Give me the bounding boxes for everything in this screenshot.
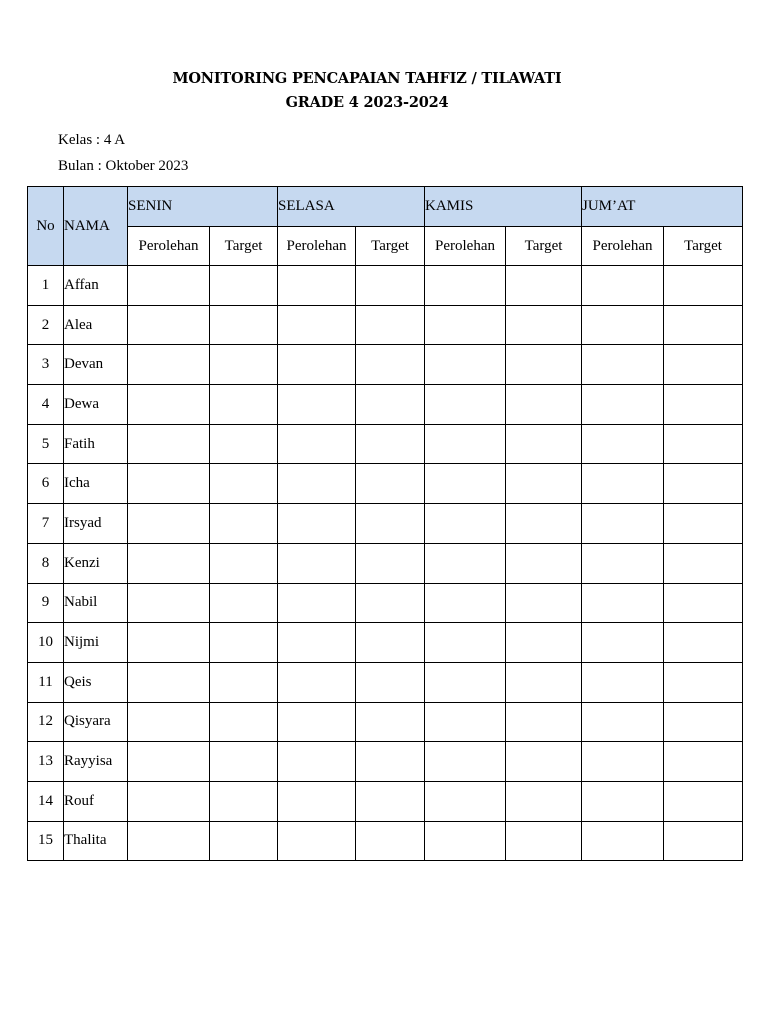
- perolehan-cell[interactable]: [278, 583, 356, 623]
- student-name: Irsyad: [64, 504, 128, 544]
- table-row: [28, 781, 743, 821]
- row-number: 12: [28, 702, 64, 742]
- perolehan-cell[interactable]: [425, 821, 506, 861]
- column-header-nama: NAMA: [64, 187, 128, 266]
- target-cell[interactable]: [210, 424, 278, 464]
- student-name: Fatih: [64, 424, 128, 464]
- row-number: 15: [28, 821, 64, 861]
- student-name: Alea: [64, 305, 128, 345]
- target-cell[interactable]: [356, 623, 425, 663]
- student-name: Qeis: [64, 662, 128, 702]
- target-cell[interactable]: [664, 385, 743, 425]
- target-cell[interactable]: [506, 821, 582, 861]
- target-cell[interactable]: [356, 305, 425, 345]
- target-cell[interactable]: [356, 345, 425, 385]
- student-name: Affan: [64, 266, 128, 306]
- row-number: 2: [28, 305, 64, 345]
- target-cell[interactable]: [506, 424, 582, 464]
- target-cell[interactable]: [664, 424, 743, 464]
- perolehan-cell[interactable]: [278, 266, 356, 306]
- perolehan-cell[interactable]: [278, 424, 356, 464]
- perolehan-cell[interactable]: [128, 305, 210, 345]
- column-header-selasa: SELASA: [278, 187, 425, 227]
- target-cell[interactable]: [356, 662, 425, 702]
- table-row: [28, 345, 743, 385]
- table-row: [28, 266, 743, 306]
- column-header-target: Target: [356, 227, 425, 266]
- class-label: Kelas : 4 A: [58, 132, 126, 148]
- column-header-target: Target: [210, 227, 278, 266]
- page-subtitle: GRADE 4 2023-2024: [285, 94, 449, 111]
- target-cell[interactable]: [356, 464, 425, 504]
- target-cell[interactable]: [210, 742, 278, 782]
- perolehan-cell[interactable]: [278, 305, 356, 345]
- target-cell[interactable]: [356, 504, 425, 544]
- column-header-no: No: [28, 187, 64, 266]
- perolehan-cell[interactable]: [582, 821, 664, 861]
- target-cell[interactable]: [664, 266, 743, 306]
- target-cell[interactable]: [210, 345, 278, 385]
- perolehan-cell[interactable]: [582, 266, 664, 306]
- student-name: Rouf: [64, 781, 128, 821]
- target-cell[interactable]: [664, 781, 743, 821]
- perolehan-cell[interactable]: [582, 781, 664, 821]
- target-cell[interactable]: [356, 702, 425, 742]
- student-name: Nijmi: [64, 623, 128, 663]
- student-name: Thalita: [64, 821, 128, 861]
- target-cell[interactable]: [506, 266, 582, 306]
- target-cell[interactable]: [210, 266, 278, 306]
- perolehan-cell[interactable]: [582, 504, 664, 544]
- perolehan-cell[interactable]: [582, 345, 664, 385]
- perolehan-cell[interactable]: [128, 385, 210, 425]
- target-cell[interactable]: [210, 543, 278, 583]
- table-row: [28, 385, 743, 425]
- perolehan-cell[interactable]: [582, 464, 664, 504]
- target-cell[interactable]: [664, 583, 743, 623]
- target-cell[interactable]: [664, 305, 743, 345]
- perolehan-cell[interactable]: [128, 702, 210, 742]
- perolehan-cell[interactable]: [425, 742, 506, 782]
- target-cell[interactable]: [506, 543, 582, 583]
- perolehan-cell[interactable]: [128, 662, 210, 702]
- month-label: Bulan : Oktober 2023: [58, 158, 189, 174]
- table-row: [28, 702, 743, 742]
- target-cell[interactable]: [506, 742, 582, 782]
- row-number: 4: [28, 385, 64, 425]
- table-row: [28, 504, 743, 544]
- perolehan-cell[interactable]: [128, 345, 210, 385]
- perolehan-cell[interactable]: [278, 742, 356, 782]
- row-number: 3: [28, 345, 64, 385]
- perolehan-cell[interactable]: [425, 702, 506, 742]
- student-rows: [28, 266, 743, 861]
- target-cell[interactable]: [506, 464, 582, 504]
- perolehan-cell[interactable]: [278, 702, 356, 742]
- perolehan-cell[interactable]: [582, 583, 664, 623]
- target-cell[interactable]: [506, 662, 582, 702]
- student-name: Devan: [64, 345, 128, 385]
- target-cell[interactable]: [210, 662, 278, 702]
- perolehan-cell[interactable]: [128, 583, 210, 623]
- target-cell[interactable]: [664, 543, 743, 583]
- target-cell[interactable]: [356, 424, 425, 464]
- target-cell[interactable]: [210, 821, 278, 861]
- row-number: 8: [28, 543, 64, 583]
- row-number: 14: [28, 781, 64, 821]
- perolehan-cell[interactable]: [425, 662, 506, 702]
- target-cell[interactable]: [506, 305, 582, 345]
- row-number: 7: [28, 504, 64, 544]
- target-cell[interactable]: [210, 583, 278, 623]
- table-row: [28, 821, 743, 861]
- target-cell[interactable]: [210, 623, 278, 663]
- target-cell[interactable]: [664, 504, 743, 544]
- perolehan-cell[interactable]: [425, 345, 506, 385]
- target-cell[interactable]: [210, 305, 278, 345]
- perolehan-cell[interactable]: [128, 464, 210, 504]
- target-cell[interactable]: [356, 543, 425, 583]
- table-row: [28, 623, 743, 663]
- column-header-perolehan: Perolehan: [278, 227, 356, 266]
- target-cell[interactable]: [210, 781, 278, 821]
- perolehan-cell[interactable]: [582, 424, 664, 464]
- student-name: Dewa: [64, 385, 128, 425]
- perolehan-cell[interactable]: [278, 504, 356, 544]
- student-name: Rayyisa: [64, 742, 128, 782]
- row-number: 13: [28, 742, 64, 782]
- target-cell[interactable]: [210, 464, 278, 504]
- perolehan-cell[interactable]: [425, 464, 506, 504]
- target-cell[interactable]: [664, 345, 743, 385]
- perolehan-cell[interactable]: [582, 385, 664, 425]
- perolehan-cell[interactable]: [278, 345, 356, 385]
- table-row: [28, 305, 743, 345]
- row-number: 5: [28, 424, 64, 464]
- row-number: 1: [28, 266, 64, 306]
- target-cell[interactable]: [356, 781, 425, 821]
- perolehan-cell[interactable]: [425, 424, 506, 464]
- target-cell[interactable]: [664, 662, 743, 702]
- header-row-days: [28, 187, 743, 227]
- perolehan-cell[interactable]: [582, 742, 664, 782]
- perolehan-cell[interactable]: [582, 623, 664, 663]
- student-name: Icha: [64, 464, 128, 504]
- perolehan-cell[interactable]: [278, 781, 356, 821]
- perolehan-cell[interactable]: [425, 623, 506, 663]
- student-name: Nabil: [64, 583, 128, 623]
- column-header-perolehan: Perolehan: [128, 227, 210, 266]
- monitoring-table: [27, 186, 743, 861]
- target-cell[interactable]: [664, 821, 743, 861]
- perolehan-cell[interactable]: [128, 781, 210, 821]
- perolehan-cell[interactable]: [128, 742, 210, 782]
- target-cell[interactable]: [506, 623, 582, 663]
- column-header-senin: SENIN: [128, 187, 278, 227]
- perolehan-cell[interactable]: [278, 821, 356, 861]
- target-cell[interactable]: [664, 464, 743, 504]
- target-cell[interactable]: [210, 702, 278, 742]
- page-title: MONITORING PENCAPAIAN TAHFIZ / TILAWATI: [172, 70, 562, 87]
- perolehan-cell[interactable]: [425, 543, 506, 583]
- perolehan-cell[interactable]: [278, 543, 356, 583]
- target-cell[interactable]: [506, 504, 582, 544]
- target-cell[interactable]: [664, 623, 743, 663]
- perolehan-cell[interactable]: [128, 266, 210, 306]
- perolehan-cell[interactable]: [425, 504, 506, 544]
- perolehan-cell[interactable]: [128, 623, 210, 663]
- target-cell[interactable]: [356, 821, 425, 861]
- table-row: [28, 662, 743, 702]
- perolehan-cell[interactable]: [128, 821, 210, 861]
- perolehan-cell[interactable]: [278, 385, 356, 425]
- perolehan-cell[interactable]: [128, 424, 210, 464]
- perolehan-cell[interactable]: [278, 623, 356, 663]
- column-header-target: Target: [506, 227, 582, 266]
- target-cell[interactable]: [356, 385, 425, 425]
- table-row: [28, 424, 743, 464]
- column-header-kamis: KAMIS: [425, 187, 582, 227]
- perolehan-cell[interactable]: [425, 385, 506, 425]
- target-cell[interactable]: [506, 702, 582, 742]
- row-number: 6: [28, 464, 64, 504]
- table-row: [28, 583, 743, 623]
- target-cell[interactable]: [356, 742, 425, 782]
- student-name: Qisyara: [64, 702, 128, 742]
- target-cell[interactable]: [210, 385, 278, 425]
- row-number: 9: [28, 583, 64, 623]
- perolehan-cell[interactable]: [278, 464, 356, 504]
- target-cell[interactable]: [356, 266, 425, 306]
- target-cell[interactable]: [506, 385, 582, 425]
- table-row: [28, 464, 743, 504]
- header-row-subcolumns: [28, 227, 743, 266]
- perolehan-cell[interactable]: [128, 504, 210, 544]
- column-header-perolehan: Perolehan: [425, 227, 506, 266]
- student-name: Kenzi: [64, 543, 128, 583]
- column-header-target: Target: [664, 227, 743, 266]
- table-row: [28, 742, 743, 782]
- perolehan-cell[interactable]: [128, 543, 210, 583]
- perolehan-cell[interactable]: [582, 702, 664, 742]
- target-cell[interactable]: [356, 583, 425, 623]
- perolehan-cell[interactable]: [425, 266, 506, 306]
- target-cell[interactable]: [506, 583, 582, 623]
- target-cell[interactable]: [664, 742, 743, 782]
- perolehan-cell[interactable]: [425, 305, 506, 345]
- target-cell[interactable]: [210, 504, 278, 544]
- target-cell[interactable]: [506, 345, 582, 385]
- perolehan-cell[interactable]: [278, 662, 356, 702]
- perolehan-cell[interactable]: [582, 543, 664, 583]
- perolehan-cell[interactable]: [582, 662, 664, 702]
- perolehan-cell[interactable]: [425, 781, 506, 821]
- column-header-jumat: JUM’AT: [582, 187, 743, 227]
- column-header-perolehan: Perolehan: [582, 227, 664, 266]
- target-cell[interactable]: [664, 702, 743, 742]
- row-number: 11: [28, 662, 64, 702]
- row-number: 10: [28, 623, 64, 663]
- table-row: [28, 543, 743, 583]
- perolehan-cell[interactable]: [425, 583, 506, 623]
- target-cell[interactable]: [506, 781, 582, 821]
- perolehan-cell[interactable]: [582, 305, 664, 345]
